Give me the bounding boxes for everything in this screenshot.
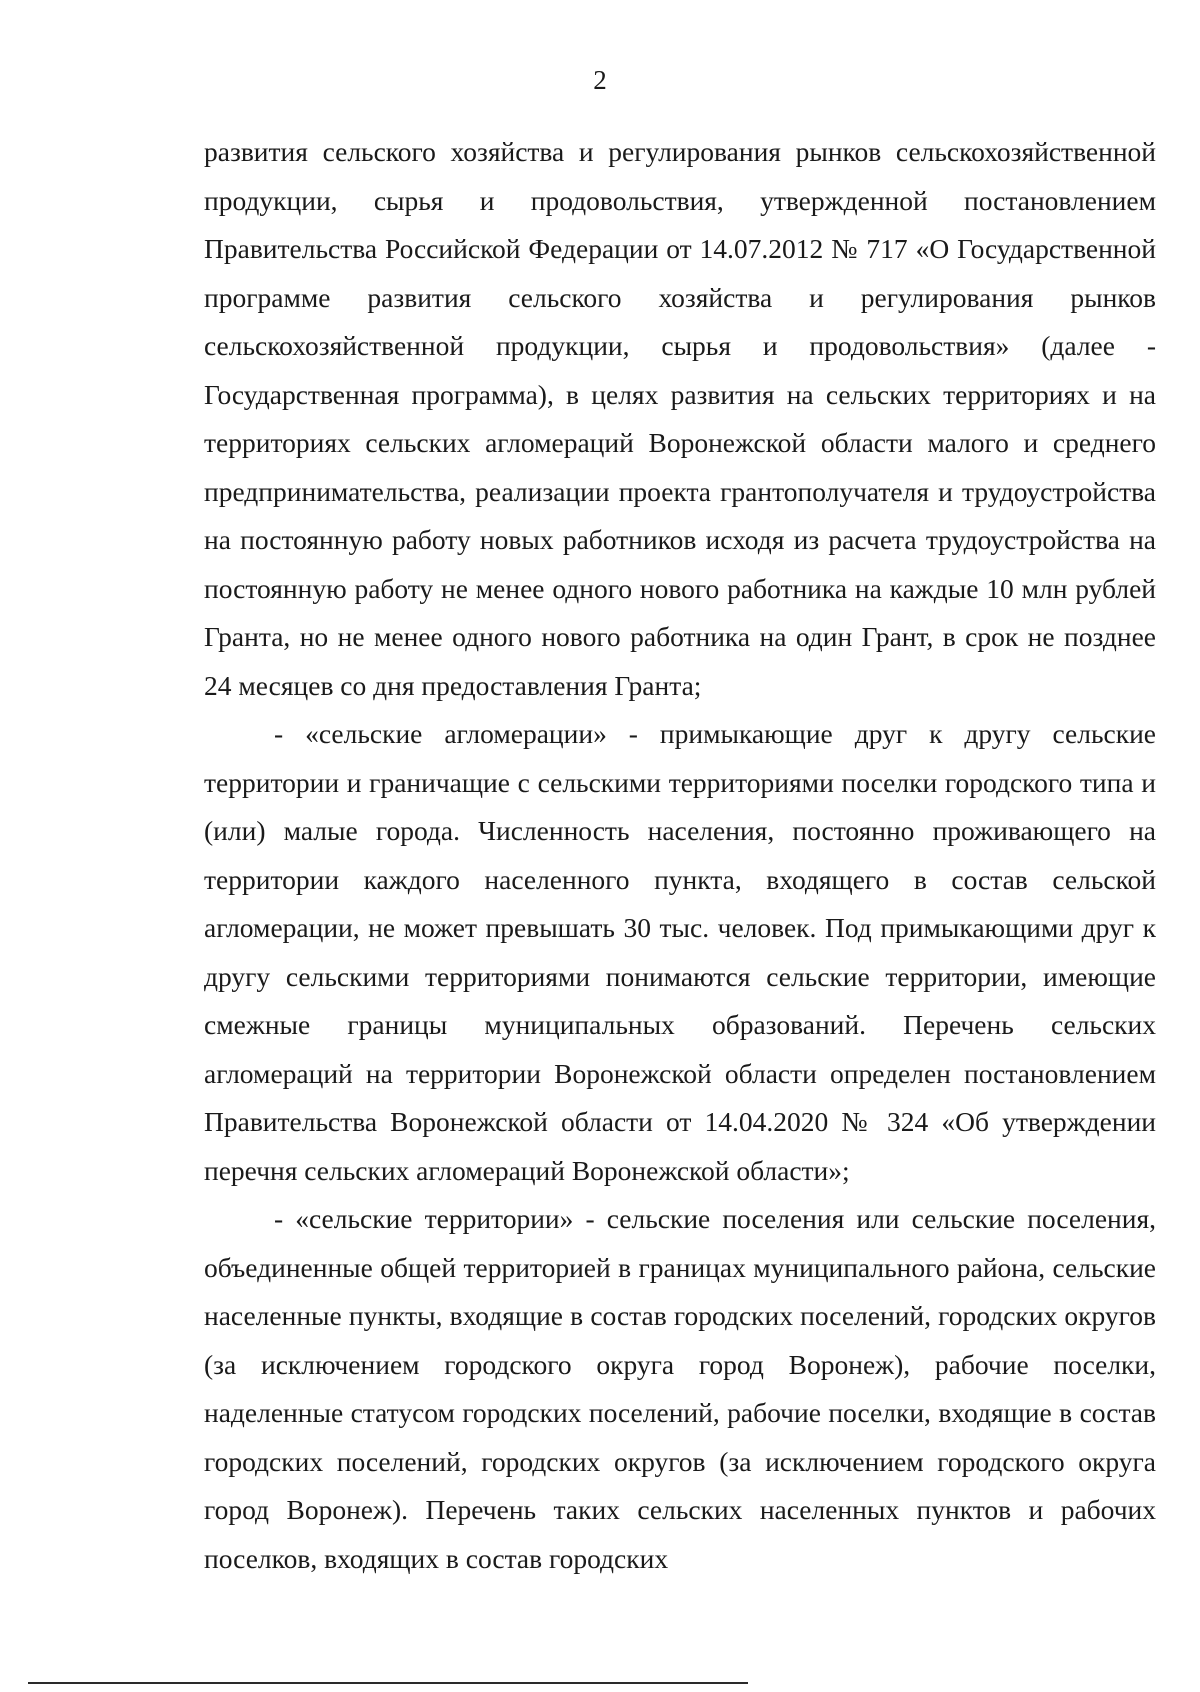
paragraph-program-purpose: развития сельского хозяйства и регулирования рынков сельскохозяйственной продукции, сырья и продовольствия, утвержденной постановлением Правительства Российской Федерации от 14.07.2012 № 717 «О Государственной программе развития сельского хозяйства и регулирования рынков сельскохозяйственной продукции, сырья и продовольствия» (далее - Государственная программа), в целях развития на сельских территориях и на территориях сельских агломераций Воронежской области малого и среднего предпринимательства, реализации проекта грантополучателя и трудоустройства на постоянную работу новых работников исходя из расчета трудоустройства на постоянную работу не менее одного нового работника на каждые 10 млн рублей Гранта, но не менее одного нового работника на один Грант, в срок не позднее 24 месяцев со дня предоставления Гранта;	[204, 136, 1156, 701]
document-body	[204, 128, 1156, 1583]
paragraph-rural-territories: - «сельские территории» - сельские поселения или сельские поселения, объединенные общей территорией в границах муниципального района, сельские населенные пункты, входящие в состав городских поселений, городских округов (за исключением городского округа город Воронеж), рабочие поселки, наделенные статусом городских поселений, рабочие поселки, входящие в состав городских поселений, городских округов (за исключением городского округа город Воронеж). Перечень таких сельских населенных пунктов и рабочих поселков, входящих в состав городских	[204, 1203, 1156, 1574]
footer-divider	[28, 1682, 748, 1684]
page-number: 2	[593, 65, 607, 95]
paragraph-rural-agglomerations: - «сельские агломерации» - примыкающие друг к другу сельские территории и граничащие с сельскими территориями поселки городского типа и (или) малые города. Численность населения, постоянно проживающего на территории каждого населенного пункта, входящего в состав сельской агломерации, не может превышать 30 тыс. человек. Под примыкающими друг к другу сельскими территориями понимаются сельские территории, имеющие смежные границы муниципальных образований. Перечень сельских агломераций на территории Воронежской области определен постановлением Правительства Воронежской области от 14.04.2020 № 324 «Об утверждении перечня сельских агломераций Воронежской области»;	[204, 718, 1156, 1186]
